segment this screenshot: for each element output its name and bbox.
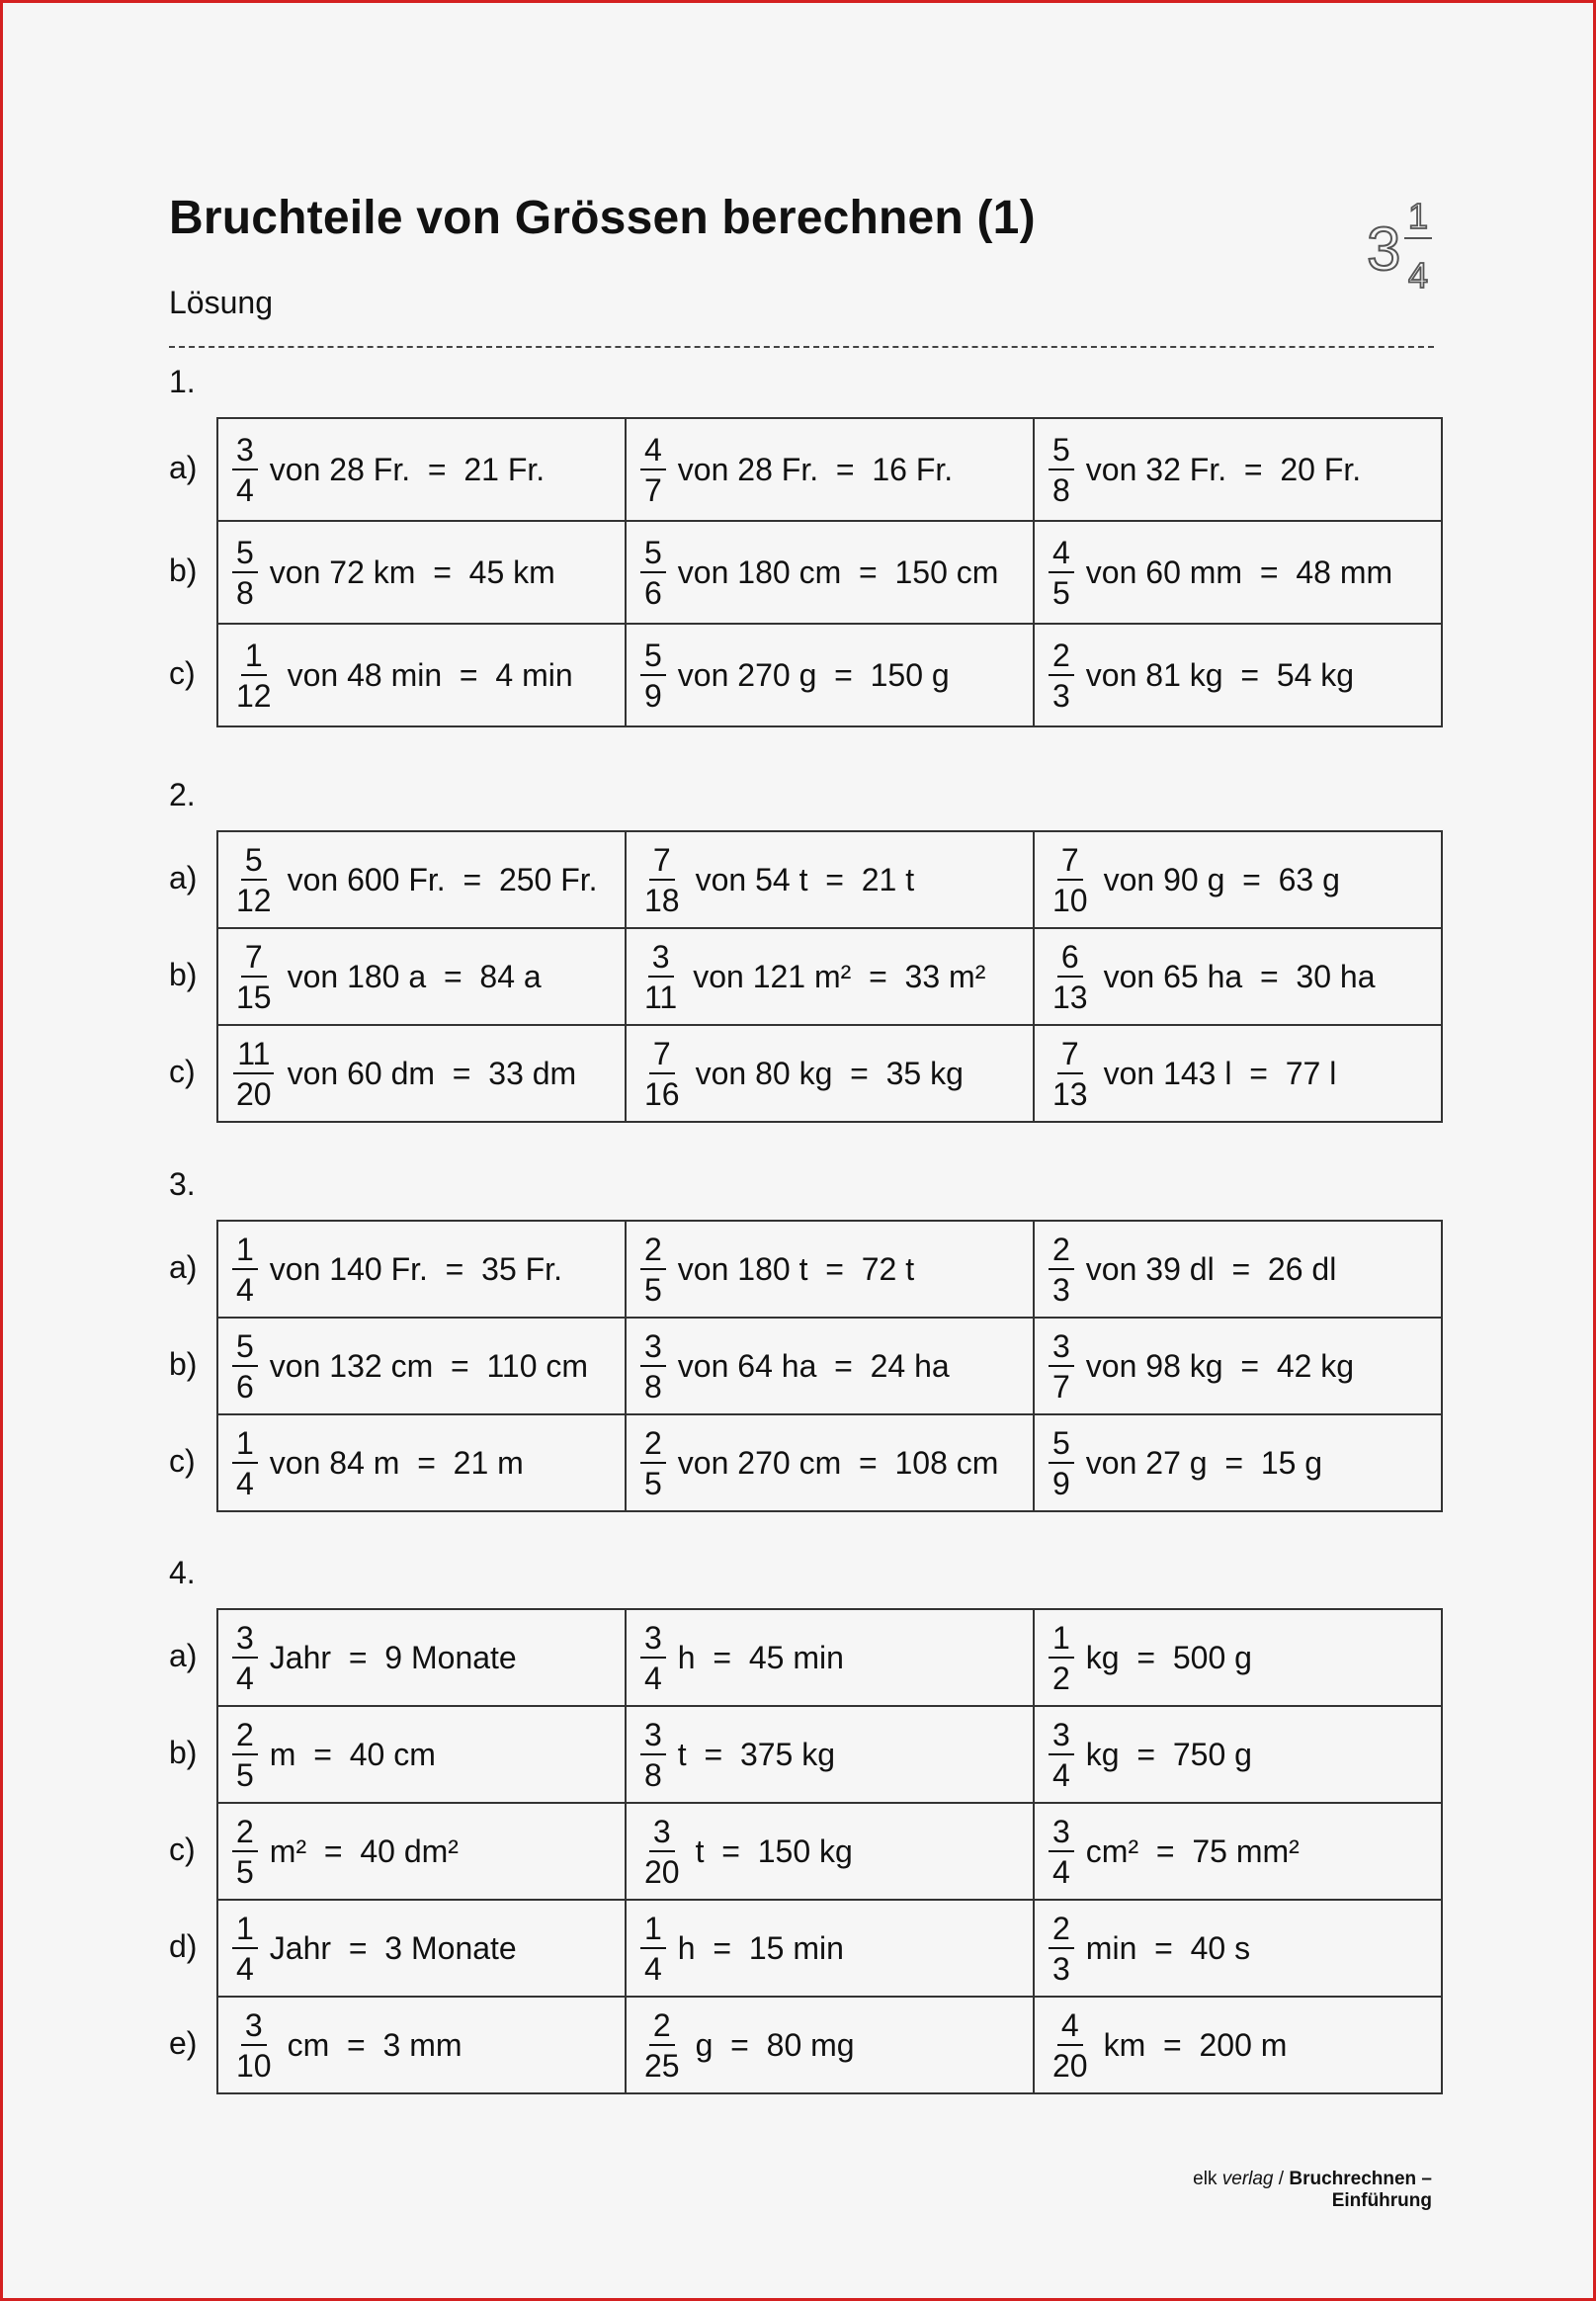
exercise-cell <box>217 1900 626 1997</box>
fraction-denominator: 4 <box>236 1660 254 1696</box>
exercise-cell <box>626 1414 1034 1511</box>
exercise-cell <box>626 1706 1034 1803</box>
logo-den: 4 <box>1408 255 1429 296</box>
exercise-cell <box>626 1609 1034 1706</box>
fraction-numerator: 5 <box>241 844 267 881</box>
fraction-denominator: 20 <box>1052 2047 1088 2084</box>
exercise-cell <box>1034 928 1442 1025</box>
table-row <box>217 1609 1442 1706</box>
page-subtitle: Lösung <box>169 285 273 320</box>
fraction <box>1049 534 1074 611</box>
table-row <box>217 521 1442 624</box>
fraction-numerator: 1 <box>232 1427 258 1464</box>
fraction-denominator: 5 <box>1052 574 1070 611</box>
fraction-expression: Jahr = 3 Monate <box>269 1929 517 1966</box>
fraction <box>640 1910 666 1987</box>
fraction-denominator: 25 <box>644 2047 680 2084</box>
fraction-expression: von 600 Fr. = 250 Fr. <box>287 861 598 897</box>
table-row <box>217 1706 1442 1803</box>
exercise-cell <box>217 928 626 1025</box>
fraction-expression: von 48 min = 4 min <box>287 656 573 693</box>
fraction <box>640 938 681 1015</box>
fraction-numerator: 2 <box>640 1427 666 1464</box>
fraction-numerator: 1 <box>241 639 267 676</box>
fraction-expression: min = 40 s <box>1085 1929 1251 1966</box>
fraction-expression: von 84 m = 21 m <box>269 1444 524 1481</box>
fraction-expression: von 270 cm = 108 cm <box>677 1444 999 1481</box>
fraction-expression: von 64 ha = 24 ha <box>677 1347 950 1384</box>
fraction-numerator: 2 <box>1049 1913 1074 1949</box>
fraction-expression: kg = 500 g <box>1085 1639 1252 1675</box>
row-label: a) <box>169 1638 198 1673</box>
fraction <box>640 841 684 918</box>
fraction-denominator: 16 <box>644 1075 680 1112</box>
fraction-numerator: 7 <box>241 941 267 978</box>
fraction-numerator: 2 <box>649 2009 675 2046</box>
fraction <box>1049 1813 1074 1890</box>
page-footer <box>1090 2169 1432 2212</box>
fraction-denominator: 12 <box>236 882 272 918</box>
fraction <box>232 841 276 918</box>
fraction <box>1049 1716 1074 1793</box>
exercise-cell <box>626 1318 1034 1414</box>
exercise-cell <box>626 1997 1034 2093</box>
fraction-denominator: 12 <box>236 677 272 714</box>
exercise-cell <box>217 831 626 928</box>
fraction-expression: von 180 cm = 150 cm <box>677 554 999 590</box>
section-number: 1. <box>169 364 196 399</box>
fraction <box>232 1424 258 1501</box>
fraction-numerator: 6 <box>1057 941 1083 978</box>
fraction-numerator: 5 <box>232 537 258 573</box>
table-row <box>217 1318 1442 1414</box>
fraction-numerator: 11 <box>233 1038 274 1074</box>
fraction-numerator: 4 <box>640 434 666 470</box>
exercise-cell <box>1034 1609 1442 1706</box>
fraction <box>232 1035 276 1112</box>
row-label: a) <box>169 860 198 895</box>
exercise-cell <box>217 1706 626 1803</box>
fraction-expression: Jahr = 9 Monate <box>269 1639 517 1675</box>
fraction-denominator: 5 <box>644 1271 662 1308</box>
fraction <box>1049 1327 1074 1405</box>
fraction-expression: von 60 mm = 48 mm <box>1085 554 1393 590</box>
fraction-expression: von 80 kg = 35 kg <box>695 1055 964 1091</box>
fraction-expression: von 132 cm = 110 cm <box>269 1347 589 1384</box>
exercise-cell <box>1034 1025 1442 1122</box>
fraction-denominator: 10 <box>1052 882 1088 918</box>
footer-publisher: elk verlag / <box>1193 2169 1290 2189</box>
fraction <box>232 431 258 508</box>
fraction-numerator: 5 <box>1049 434 1074 470</box>
fraction-denominator: 8 <box>644 1756 662 1793</box>
fraction-numerator: 1 <box>232 1913 258 1949</box>
fraction-denominator: 11 <box>644 979 678 1015</box>
exercise-cell <box>626 624 1034 726</box>
fraction-expression: von 27 g = 15 g <box>1085 1444 1323 1481</box>
exercise-cell <box>217 1609 626 1706</box>
row-label: c) <box>169 1832 196 1867</box>
fraction <box>232 639 276 712</box>
fraction-expression: von 90 g = 63 g <box>1103 861 1340 897</box>
table-row <box>217 1997 1442 2093</box>
fraction-denominator: 4 <box>644 1950 662 1987</box>
table-row <box>217 831 1442 928</box>
fraction-expression: t = 150 kg <box>695 1832 853 1869</box>
row-label: b) <box>169 1735 198 1770</box>
fraction-denominator: 8 <box>644 1368 662 1405</box>
dashed-divider <box>169 346 1434 348</box>
table-row <box>217 624 1442 726</box>
exercise-cell <box>1034 1803 1442 1900</box>
exercise-cell <box>1034 418 1442 521</box>
fraction <box>640 1327 666 1405</box>
fraction-denominator: 18 <box>644 882 680 918</box>
fraction-expression: g = 80 mg <box>695 2026 855 2063</box>
exercise-cell <box>217 1221 626 1318</box>
fraction-expression: km = 200 m <box>1103 2026 1288 2063</box>
exercise-cell <box>1034 521 1442 624</box>
exercise-cell <box>217 1997 626 2093</box>
fraction-denominator: 6 <box>236 1368 254 1405</box>
fraction <box>640 431 666 508</box>
fraction-numerator: 7 <box>1057 844 1083 881</box>
fraction-denominator: 7 <box>1052 1368 1070 1405</box>
exercise-cell <box>626 418 1034 521</box>
fraction-numerator: 1 <box>640 1913 666 1949</box>
fraction-numerator: 7 <box>649 1038 675 1074</box>
fraction-denominator: 4 <box>1052 1756 1070 1793</box>
fraction-denominator: 4 <box>236 1271 254 1308</box>
fraction <box>1049 1424 1074 1501</box>
fraction-expression: h = 15 min <box>677 1929 844 1966</box>
exercise-cell <box>626 1025 1034 1122</box>
fraction <box>1049 938 1092 1015</box>
fraction-numerator: 3 <box>648 941 674 978</box>
fraction-numerator: 2 <box>232 1719 258 1755</box>
fraction-numerator: 7 <box>1057 1038 1083 1074</box>
exercise-cell <box>626 521 1034 624</box>
table-row <box>217 928 1442 1025</box>
fraction-expression: von 180 a = 84 a <box>287 958 542 994</box>
table-row <box>217 1221 1442 1318</box>
fraction <box>232 1327 258 1405</box>
fraction-denominator: 9 <box>644 677 662 714</box>
fraction <box>232 1910 258 1987</box>
exercise-table <box>216 1608 1443 2094</box>
exercise-cell <box>217 521 626 624</box>
logo-whole: 3 <box>1367 215 1401 284</box>
fraction-numerator: 2 <box>640 1234 666 1270</box>
fraction-denominator: 5 <box>236 1853 254 1890</box>
fraction-denominator: 13 <box>1052 1075 1088 1112</box>
fraction-expression: von 143 l = 77 l <box>1103 1055 1337 1091</box>
table-row <box>217 418 1442 521</box>
fraction-numerator: 3 <box>1049 1330 1074 1367</box>
fraction-denominator: 4 <box>236 471 254 508</box>
fraction-numerator: 1 <box>1049 1622 1074 1659</box>
row-label: c) <box>169 1443 196 1479</box>
fraction-expression: von 81 kg = 54 kg <box>1085 656 1355 693</box>
fraction-expression: von 121 m² = 33 m² <box>693 958 986 994</box>
fraction-numerator: 3 <box>232 434 258 470</box>
fraction-denominator: 7 <box>644 471 662 508</box>
exercise-cell <box>626 1221 1034 1318</box>
fraction-numerator: 1 <box>232 1234 258 1270</box>
row-label: b) <box>169 957 198 992</box>
exercise-cell <box>1034 624 1442 726</box>
fraction-denominator: 3 <box>1052 677 1070 714</box>
fraction <box>1049 2006 1092 2084</box>
row-label: c) <box>169 655 196 691</box>
exercise-cell <box>217 1025 626 1122</box>
fraction-denominator: 2 <box>1052 1660 1070 1696</box>
fraction-numerator: 3 <box>640 1719 666 1755</box>
fraction-expression: von 54 t = 21 t <box>695 861 915 897</box>
fraction <box>1049 841 1092 918</box>
fraction-denominator: 8 <box>236 574 254 611</box>
fraction <box>1049 1619 1074 1696</box>
fraction <box>640 1813 684 1890</box>
fraction-denominator: 9 <box>1052 1465 1070 1501</box>
fraction <box>232 2006 276 2084</box>
fraction-numerator: 3 <box>241 2009 267 2046</box>
logo-num: 1 <box>1408 196 1429 236</box>
fraction-denominator: 6 <box>644 574 662 611</box>
fraction-expression: cm = 3 mm <box>287 2026 462 2063</box>
exercise-cell <box>217 418 626 521</box>
section-number: 3. <box>169 1166 196 1202</box>
row-label: a) <box>169 450 198 485</box>
exercise-cell <box>1034 1414 1442 1511</box>
fraction-expression: von 270 g = 150 g <box>677 656 950 693</box>
exercise-cell <box>217 624 626 726</box>
section-number: 2. <box>169 777 196 812</box>
fraction-expression: t = 375 kg <box>677 1736 836 1772</box>
page-title: Bruchteile von Grössen berechnen (1) <box>169 192 1036 244</box>
fraction <box>232 534 258 611</box>
row-label: c) <box>169 1054 196 1089</box>
fraction-numerator: 5 <box>640 537 666 573</box>
fraction <box>640 1231 666 1308</box>
exercise-cell <box>626 1900 1034 1997</box>
fraction-denominator: 4 <box>236 1950 254 1987</box>
fraction-denominator: 5 <box>644 1465 662 1501</box>
fraction-expression: m = 40 cm <box>269 1736 436 1772</box>
fraction-denominator: 4 <box>236 1465 254 1501</box>
row-label: d) <box>169 1928 198 1964</box>
exercise-cell <box>217 1414 626 1511</box>
exercise-cell <box>1034 1997 1442 2093</box>
fraction-expression: h = 45 min <box>677 1639 844 1675</box>
fraction <box>1049 431 1074 508</box>
exercise-cell <box>1034 1706 1442 1803</box>
fraction-denominator: 15 <box>236 979 272 1015</box>
fraction-numerator: 3 <box>232 1622 258 1659</box>
exercise-cell <box>217 1803 626 1900</box>
fraction-denominator: 4 <box>1052 1853 1070 1890</box>
fraction-expression: von 72 km = 45 km <box>269 554 555 590</box>
fraction-expression: von 180 t = 72 t <box>677 1250 915 1287</box>
fraction <box>640 1424 666 1501</box>
exercise-cell <box>626 928 1034 1025</box>
exercise-table <box>216 417 1443 727</box>
row-label: b) <box>169 553 198 588</box>
fraction <box>640 534 666 611</box>
fraction-denominator: 4 <box>644 1660 662 1696</box>
row-label: e) <box>169 2025 198 2061</box>
fraction-expression: cm² = 75 mm² <box>1085 1832 1300 1869</box>
fraction <box>640 2006 684 2084</box>
fraction <box>232 1813 258 1890</box>
fraction-numerator: 3 <box>640 1622 666 1659</box>
exercise-cell <box>1034 1221 1442 1318</box>
fraction <box>232 1619 258 1696</box>
table-row <box>217 1414 1442 1511</box>
fraction-expression: von 65 ha = 30 ha <box>1103 958 1376 994</box>
fraction-logo-icon <box>1367 189 1436 298</box>
fraction-expression: von 98 kg = 42 kg <box>1085 1347 1355 1384</box>
fraction <box>640 1619 666 1696</box>
fraction-numerator: 5 <box>232 1330 258 1367</box>
fraction <box>640 1035 684 1112</box>
fraction-expression: von 140 Fr. = 35 Fr. <box>269 1250 562 1287</box>
fraction-denominator: 20 <box>644 1853 680 1890</box>
exercise-cell <box>626 831 1034 928</box>
exercise-cell <box>1034 1900 1442 1997</box>
fraction-numerator: 4 <box>1049 537 1074 573</box>
exercise-table <box>216 830 1443 1123</box>
fraction-denominator: 20 <box>236 1075 272 1112</box>
row-label: a) <box>169 1249 198 1285</box>
section-number: 4. <box>169 1555 196 1590</box>
footer-book-title: Bruchrechnen – Einführung <box>1289 2169 1432 2211</box>
table-row <box>217 1803 1442 1900</box>
fraction-numerator: 5 <box>640 639 666 676</box>
fraction <box>1049 1910 1074 1987</box>
fraction <box>232 1716 258 1793</box>
fraction-numerator: 2 <box>1049 1234 1074 1270</box>
fraction-expression: von 32 Fr. = 20 Fr. <box>1085 451 1362 487</box>
fraction <box>1049 1035 1092 1112</box>
fraction-numerator: 5 <box>1049 1427 1074 1464</box>
fraction <box>232 938 276 1015</box>
fraction-numerator: 3 <box>1049 1719 1074 1755</box>
fraction-numerator: 3 <box>649 1816 675 1852</box>
fraction-expression: m² = 40 dm² <box>269 1832 459 1869</box>
fraction-denominator: 13 <box>1052 979 1088 1015</box>
exercise-cell <box>1034 1318 1442 1414</box>
fraction-numerator: 3 <box>1049 1816 1074 1852</box>
fraction <box>1049 1231 1074 1308</box>
fraction-denominator: 3 <box>1052 1271 1070 1308</box>
fraction-numerator: 2 <box>232 1816 258 1852</box>
fraction <box>640 1716 666 1793</box>
table-row <box>217 1025 1442 1122</box>
exercise-cell <box>217 1318 626 1414</box>
fraction-expression: von 39 dl = 26 dl <box>1085 1250 1337 1287</box>
fraction-denominator: 3 <box>1052 1950 1070 1987</box>
fraction-expression: von 28 Fr. = 16 Fr. <box>677 451 954 487</box>
exercise-table <box>216 1220 1443 1512</box>
fraction-numerator: 3 <box>640 1330 666 1367</box>
table-row <box>217 1900 1442 1997</box>
fraction-expression: kg = 750 g <box>1085 1736 1252 1772</box>
fraction-denominator: 8 <box>1052 471 1070 508</box>
exercise-cell <box>626 1803 1034 1900</box>
fraction-expression: von 28 Fr. = 21 Fr. <box>269 451 546 487</box>
exercise-cell <box>1034 831 1442 928</box>
fraction <box>640 639 666 712</box>
fraction-numerator: 4 <box>1057 2009 1083 2046</box>
fraction-numerator: 2 <box>1049 639 1074 676</box>
fraction-expression: von 60 dm = 33 dm <box>287 1055 577 1091</box>
fraction-numerator: 7 <box>649 844 675 881</box>
fraction <box>1049 639 1074 712</box>
row-label: b) <box>169 1346 198 1382</box>
fraction-denominator: 10 <box>236 2047 272 2084</box>
fraction <box>232 1231 258 1308</box>
fraction-denominator: 5 <box>236 1756 254 1793</box>
